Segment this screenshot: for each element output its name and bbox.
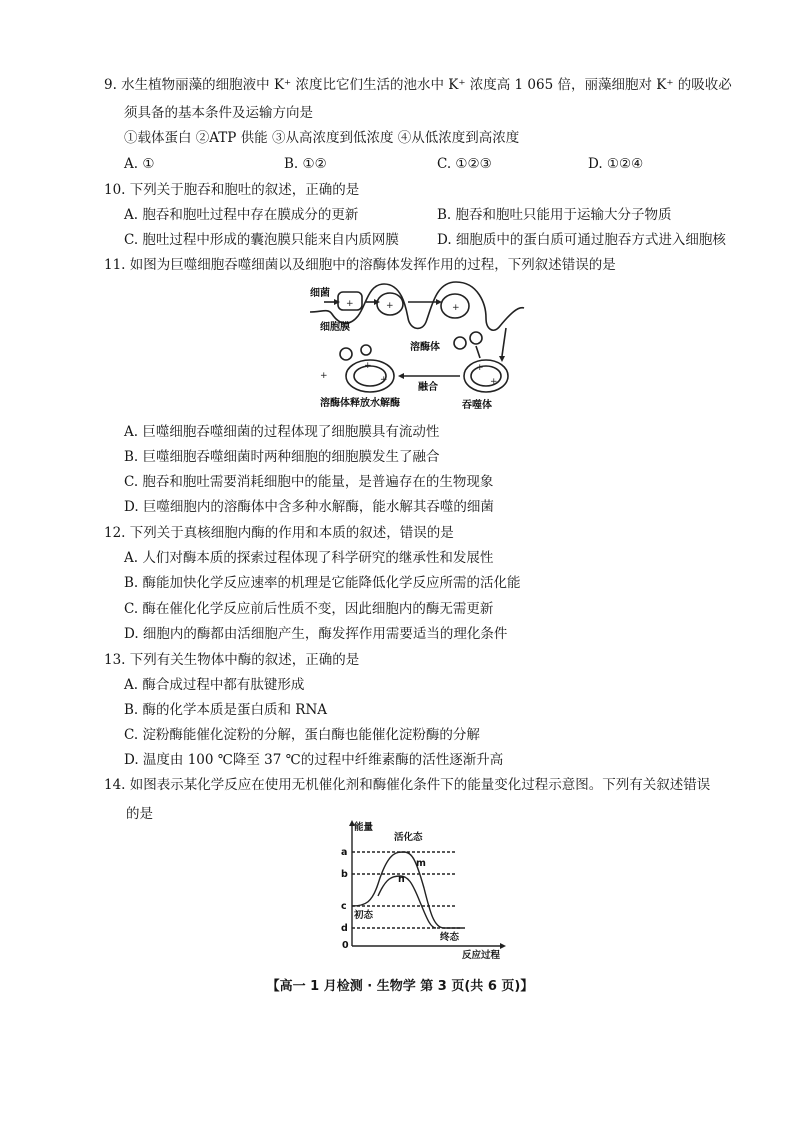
svg-text:+: + (476, 363, 484, 373)
svg-text:+: + (380, 375, 388, 385)
label-fusion: 融合 (418, 382, 438, 393)
q10-option-a: A. 胞吞和胞吐过程中存在膜成分的更新 (124, 207, 359, 223)
q14-stem-line1: 14. 如图表示某化学反应在使用无机催化剂和酶催化条件下的能量变化过程示意图。下列有关叙述错误 (104, 777, 711, 793)
graph-ylabel: 能量 (354, 822, 374, 833)
peak-label: 活化态 (394, 832, 423, 843)
curve-n-label: n (398, 874, 405, 885)
page-footer: 【高一 1 月检测 · 生物学 第 3 页(共 6 页)】 (266, 979, 534, 994)
level-d: d (341, 923, 348, 934)
q10-option-c: C. 胞吐过程中形成的囊泡膜只能来自内质网膜 (124, 232, 399, 248)
q9-stem-line1: 9. 水生植物丽藻的细胞液中 K⁺ 浓度比它们生活的池水中 K⁺ 浓度高 1 065 倍，丽藻细胞对 K⁺ 的吸收必 (104, 77, 732, 93)
svg-text:+: + (320, 371, 328, 381)
q13-option-c: C. 淀粉酶能催化淀粉的分解，蛋白酶也能催化淀粉酶的分解 (124, 727, 480, 743)
q11-stem: 11. 如图为巨噬细胞吞噬细菌以及细胞中的溶酶体发挥作用的过程，下列叙述错误的是 (104, 257, 616, 273)
q12-option-d: D. 细胞内的酶都由活细胞产生，酶发挥作用需要适当的理化条件 (124, 626, 508, 642)
level-b: b (341, 869, 348, 880)
svg-text:+: + (386, 301, 394, 311)
final-label: 终态 (440, 932, 460, 943)
energy-graph (336, 818, 516, 960)
q10-option-b: B. 胞吞和胞吐只能用于运输大分子物质 (437, 207, 672, 223)
label-membrane: 细胞膜 (320, 322, 350, 333)
q10-stem: 10. 下列关于胞吞和胞吐的叙述，正确的是 (104, 182, 360, 198)
q13-stem: 13. 下列有关生物体中酶的叙述，正确的是 (104, 652, 360, 668)
label-lysosome: 溶酶体 (410, 342, 440, 353)
level-a: a (341, 847, 348, 858)
q12-stem: 12. 下列关于真核细胞内酶的作用和本质的叙述，错误的是 (104, 525, 454, 541)
q14-stem-line2: 的是 (126, 806, 153, 822)
label-phagosome: 吞噬体 (462, 400, 492, 411)
label-bacteria: 细菌 (310, 288, 330, 299)
level-zero: 0 (342, 940, 349, 951)
q12-option-b: B. 酶能加快化学反应速率的机理是它能降低化学反应所需的活化能 (124, 575, 521, 591)
q12-option-a: A. 人们对酶本质的探索过程体现了科学研究的继承性和发展性 (124, 550, 494, 566)
phagocytosis-diagram (310, 278, 530, 414)
q9-items: ①载体蛋白 ②ATP 供能 ③从高浓度到低浓度 ④从低浓度到高浓度 (124, 130, 520, 146)
q12-option-c: C. 酶在催化化学反应前后性质不变，因此细胞内的酶无需更新 (124, 601, 494, 617)
level-c: c (341, 901, 347, 912)
q11-option-b: B. 巨噬细胞吞噬细菌时两种细胞的细胞膜发生了融合 (124, 449, 440, 465)
svg-text:+: + (346, 299, 354, 309)
q9-stem-line2: 须具备的基本条件及运输方向是 (124, 105, 313, 121)
q13-option-b: B. 酶的化学本质是蛋白质和 RNA (124, 702, 328, 718)
q9-option-d: D. ①②④ (588, 156, 644, 172)
initial-label: 初态 (354, 910, 374, 921)
q11-option-c: C. 胞吞和胞吐需要消耗细胞中的能量，是普遍存在的生物现象 (124, 474, 494, 490)
q13-option-d: D. 温度由 100 ℃降至 37 ℃的过程中纤维素酶的活性逐渐升高 (124, 752, 504, 768)
q9-option-c: C. ①②③ (437, 156, 492, 172)
q11-option-d: D. 巨噬细胞内的溶酶体中含多种水解酶，能水解其吞噬的细菌 (124, 499, 494, 515)
q11-option-a: A. 巨噬细胞吞噬细菌的过程体现了细胞膜具有流动性 (124, 424, 440, 440)
q9-option-b: B. ①② (284, 156, 327, 172)
q10-option-d: D. 细胞质中的蛋白质可通过胞吞方式进入细胞核 (437, 232, 726, 248)
q13-option-a: A. 酶合成过程中都有肽键形成 (124, 677, 305, 693)
curve-m-label: m (416, 858, 426, 869)
svg-text:+: + (364, 361, 372, 371)
svg-text:+: + (490, 377, 498, 387)
graph-xlabel: 反应过程 (462, 950, 501, 960)
q9-option-a: A. ① (124, 156, 155, 172)
label-release: 溶酶体释放水解酶 (320, 398, 400, 409)
svg-text:+: + (452, 303, 460, 313)
